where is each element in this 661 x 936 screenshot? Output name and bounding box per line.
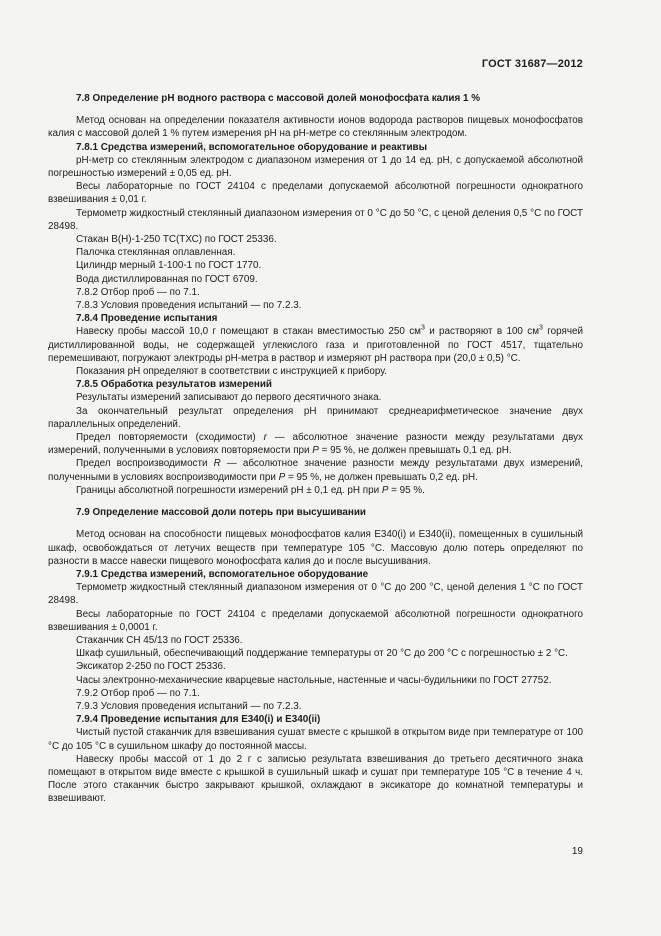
paragraph: Термометр жидкостный стеклянный диапазоном измерения от 0 °С до 200 °С, ценой деления 1 °С по ГОСТ 28498. (48, 582, 583, 607)
paragraph: Часы электронно-механические кварцевые настольные, настенные и часы-будильники по ГОСТ 27752. (76, 674, 552, 686)
superscript: 3 (538, 325, 543, 333)
italic-symbol: r (263, 432, 267, 444)
paragraph: Результаты измерений записывают до первого десятичного знака. (76, 392, 382, 404)
paragraph (48, 431, 583, 457)
paragraph: Весы лабораторные по ГОСТ 24104 с пределами допускаемой абсолютной погрешности однократного взвешивания ± 0,01 г. (48, 181, 583, 206)
paragraph: За окончательный результат определения pH принимают среднеарифметическое значение двух параллельных определений. (48, 405, 583, 430)
text-run: = 95 %. (388, 484, 425, 496)
paragraph: pH-метр со стеклянным электродом с диапазоном измерения от 1 до 14 ед. pH, с допускаемой абсолютной погрешностью измерений ± 0,05 ед. pH. (48, 154, 583, 180)
text-run: — абсолютное значение разности между результатами двух измерений, полученными в условиях повторяемости при (48, 432, 583, 457)
subsection-7-8-5-title: 7.8.5 Обработка результатов измерений (76, 379, 272, 391)
text-run: = 95 %, не должен превышать 0,1 ед. pH. (318, 445, 512, 457)
text-run: и растворяют в 100 см (424, 326, 539, 338)
paragraph: Термометр жидкостный стеклянный диапазоном измерения от 0 °С до 50 °С, с ценой деления 0,5 °С по ГОСТ 28498. (48, 207, 583, 232)
subsection-7-9-1-title: 7.9.1 Средства измерений, вспомогательное оборудование (76, 568, 369, 580)
paragraph (48, 484, 583, 497)
subsection-7-9-4-title: 7.9.4 Проведение испытания для Е340(i) и Е340(ii) (76, 714, 321, 726)
text-run: — абсолютное значение разности между результатами двух измерений, полученными в условиях воспроизводимости при (48, 458, 583, 483)
paragraph: 7.8.3 Условия проведения испытаний — по 7.2.3. (76, 300, 302, 312)
paragraph: Весы лабораторные по ГОСТ 24104 с пределами допускаемой абсолютной погрешности однократного взвешивания ± 0,0001 г. (48, 608, 583, 633)
paragraph: 7.9.2 Отбор проб — по 7.1. (76, 687, 200, 699)
paragraph (48, 457, 583, 483)
italic-symbol: P (312, 445, 319, 457)
paragraph: Стаканчик СН 45/13 по ГОСТ 25336. (76, 634, 243, 646)
paragraph: Шкаф сушильный, обеспечивающий поддержание температуры от 20 °С до 200 °С с погрешностью ± 2 °С. (76, 648, 568, 660)
text-run: горячей дистиллированной воды, не содержащей углекислого газа и приготовленной по ГОСТ 4517, тщательно перемешивают, погружают электроды pH-метра в раствор и измеряют pH раствора при (20,0 ± 0,5) °С. (48, 326, 583, 364)
paragraph: Стакан В(Н)-1-250 ТС(ТХС) по ГОСТ 25336. (76, 234, 277, 246)
paragraph: Показания pH определяют в соответствии с инструкцией к прибору. (76, 366, 387, 378)
paragraph: Навеску пробы массой от 1 до 2 г с записью результата взвешивания до третьего десятичного знака помещают в открытом виде вместе с крышкой в сушильный шкаф и сушат при температуре 105 °С в течение 4 ч. После этого стаканчик быстро закрывают крышкой, охлаждают в эксикаторе до комнатной температуры и взвешивают. (48, 753, 583, 805)
italic-symbol: P (278, 471, 286, 483)
text-run: = 95 %, не должен превышать 0,2 ед. pH. (285, 471, 478, 483)
subsection-7-8-4-title: 7.8.4 Проведение испытания (76, 313, 218, 325)
paragraph: Вода дистиллированная по ГОСТ 6709. (76, 273, 258, 285)
text-run: Навеску пробы массой 10,0 г помещают в стакан вместимостью 250 см (76, 326, 421, 338)
paragraph: 7.8.2 Отбор проб — по 7.1. (76, 286, 200, 298)
italic-symbol: P (381, 484, 389, 496)
paragraph: Палочка стеклянная оплавленная. (76, 247, 236, 259)
paragraph: Чистый пустой стаканчик для взвешивания сушат вместе с крышкой в открытом виде при температуре от 100 °С до 105 °С в сушильном шкафу до постоянной массы. (48, 727, 583, 752)
text-run: Предел воспроизводимости (76, 458, 214, 470)
paragraph: 7.9.3 Условия проведения испытаний — по 7.2.3. (76, 700, 302, 712)
subsection-7-8-1-title: 7.8.1 Средства измерений, вспомогательное оборудование и реактивы (76, 141, 428, 153)
document-body (48, 92, 583, 806)
superscript: 3 (420, 325, 425, 333)
text-run: Границы абсолютной погрешности измерений pH ± 0,1 ед. pH при (76, 484, 382, 496)
paragraph (48, 325, 583, 365)
paragraph: Эксикатор 2-250 по ГОСТ 25336. (76, 661, 226, 673)
italic-symbol: R (213, 458, 221, 470)
page-number: 19 (571, 846, 583, 857)
paragraph: Цилиндр мерный 1-100-1 по ГОСТ 1770. (76, 260, 262, 272)
paragraph: Метод основан на определении показателя активности ионов водорода растворов пищевых монофосфатов калия с массовой долей 1 % путем измерения pH на pH-метре со стеклянным электродом. (48, 115, 583, 140)
section-7-8-title: 7.8 Определение pH водного раствора с массовой долей монофосфата калия 1 % (76, 93, 480, 104)
text-run: Предел повторяемости (сходимости) (76, 432, 264, 444)
document-header: ГОСТ 31687—2012 (481, 58, 583, 70)
paragraph: Метод основан на способности пищевых монофосфатов калия Е340(i) и Е340(ii), помещенных в сушильный шкаф, освобождаться от летучих веществ при температуре 105 °С. Массовую долю потерь определяют по разности в массе навески пищевого монофосфата калия до и после высушивания. (48, 529, 583, 567)
section-7-9-title: 7.9 Определение массовой доли потерь при высушивании (76, 507, 366, 519)
